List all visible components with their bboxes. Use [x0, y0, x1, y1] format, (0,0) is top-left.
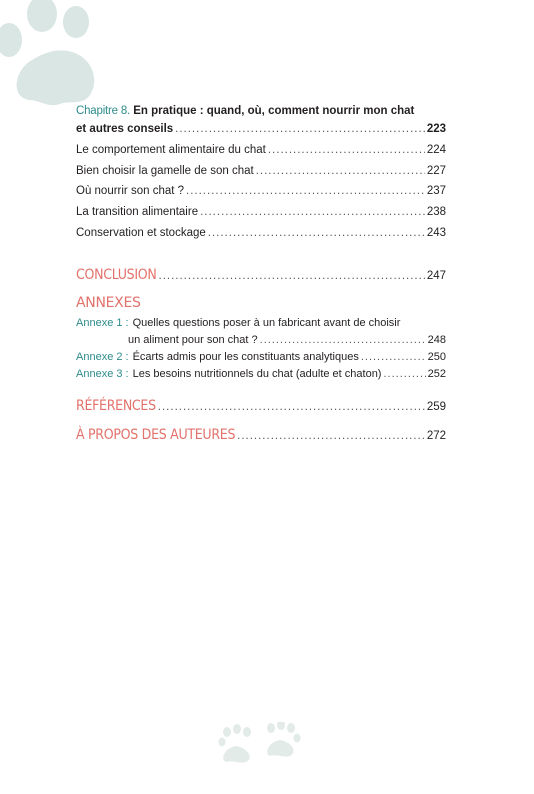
page-number: 224 — [426, 144, 446, 156]
page-number: 243 — [426, 227, 446, 239]
annex-3[interactable]: Annexe 3 : Les besoins nutritionnels du chat (adulte et chaton) ..... 252 — [76, 367, 446, 381]
toc-references[interactable]: RÉFÉRENCES ..... 259 — [76, 399, 446, 414]
page-number: 227 — [426, 165, 446, 177]
page-number: 248 — [427, 334, 446, 346]
page-number: 272 — [426, 430, 446, 442]
leader-dots — [256, 164, 425, 178]
toc-entry[interactable]: Bien choisir la gamelle de son chat ..... 227 — [76, 164, 446, 178]
page-number: 252 — [427, 368, 446, 380]
page-number: 237 — [426, 185, 446, 197]
annex-tag: Annexe 2 : — [76, 351, 129, 363]
leader-dots — [186, 184, 425, 198]
annexes-heading: ANNEXES — [76, 295, 141, 311]
toc-entry[interactable]: Où nourrir son chat ? ..... 237 — [76, 184, 446, 198]
toc-conclusion[interactable]: CONCLUSION ..... 247 — [76, 268, 446, 283]
chapter-8-title-line2[interactable]: et autres conseils ..... 223 — [76, 122, 446, 136]
paw-prints-icon — [218, 722, 302, 766]
page-number: 250 — [427, 351, 446, 363]
chapter-title: En pratique : quand, où, comment nourrir mon chat — [133, 105, 415, 117]
annex-2[interactable]: Annexe 2 : Écarts admis pour les constituants analytiques ..... 250 — [76, 350, 446, 364]
annex-tag: Annexe 1 : — [76, 317, 129, 329]
leader-dots — [260, 333, 426, 347]
annex-1-line2[interactable]: un aliment pour son chat ? ..... 248 — [128, 333, 446, 347]
toc-about-authors[interactable]: À PROPOS DES AUTEURES ..... 272 — [76, 428, 446, 443]
page-number: 247 — [426, 270, 446, 282]
leader-dots — [175, 122, 425, 136]
leader-dots — [237, 429, 425, 443]
toc-entry[interactable]: La transition alimentaire ..... 238 — [76, 205, 446, 219]
leader-dots — [159, 269, 425, 283]
chapter-8-heading[interactable] — [76, 104, 446, 118]
annex-1[interactable]: Annexe 1 : Quelles questions poser à un fabricant avant de choisir — [76, 317, 401, 329]
leader-dots — [158, 400, 425, 414]
page-number: 238 — [426, 206, 446, 218]
toc-entry[interactable]: Le comportement alimentaire du chat ..... 224 — [76, 143, 446, 157]
toc-entry[interactable]: Conservation et stockage ..... 243 — [76, 226, 446, 240]
page-number: 223 — [426, 123, 446, 135]
paw-print-icon — [0, 0, 110, 115]
leader-dots — [268, 143, 425, 157]
annex-tag: Annexe 3 : — [76, 368, 129, 380]
leader-dots — [383, 367, 425, 381]
leader-dots — [200, 205, 425, 219]
chapter-number: Chapitre 8. — [76, 105, 131, 117]
page-number: 259 — [426, 401, 446, 413]
leader-dots — [208, 226, 425, 240]
leader-dots — [361, 350, 426, 364]
